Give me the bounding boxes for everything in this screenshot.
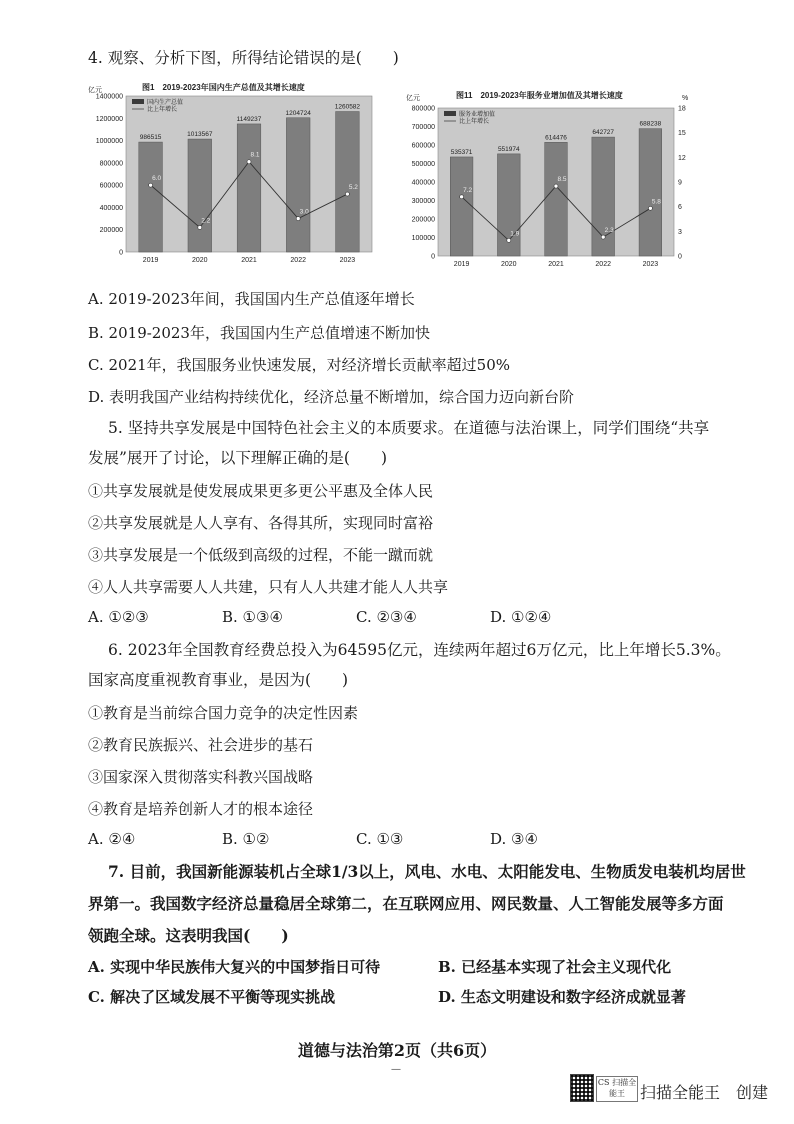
y-tick-label: 300000 [411,198,435,205]
growth-point [198,225,202,229]
growth-point [554,184,558,188]
growth-data-label: 5.2 [348,184,358,192]
q5-item-4: ④人人共享需要人人共建，只有人人共建才能人人共享 [88,578,449,596]
legend-label-line: 比上年增长 [147,107,178,113]
q6-option-d[interactable]: D. ③④ [490,830,538,848]
bar [545,142,568,256]
growth-data-label: 8.5 [557,176,567,184]
legend-label-bar: 服务业增加值 [459,112,496,118]
q4-option-d[interactable]: D. 表明我国产业结构持续优化，经济总量不断增加，综合国力迈向新台阶 [88,388,575,406]
q6-stem-line1: 6. 2023年全国教育经费总投入为64595亿元，连续两年超过6万亿元，比上年增长5.3%。 [108,641,731,659]
y-tick-label: 400000 [411,179,435,187]
x-tick-label: 2022 [290,257,306,264]
q4-option-a[interactable]: A. 2019-2023年间，我国国内生产总值逐年增长 [88,290,415,308]
service-chart [404,88,704,270]
growth-data-label: 2.3 [604,227,614,235]
bar [450,157,473,256]
growth-point [296,217,300,221]
y-axis-label: 亿元 [406,95,420,102]
q7-stem-line2: 界第一。我国数字经济总量稳居全球第二，在互联网应用、网民数量、人工智能发展等多方面 [88,894,724,913]
bar [639,129,662,256]
bar [286,118,310,252]
y-tick-label: 1000000 [95,138,123,146]
bar-data-label: 1260582 [334,103,361,111]
q5-option-d[interactable]: D. ①②④ [490,608,552,626]
bar-data-label: 1149237 [236,115,262,123]
q6-item-3: ③国家深入贯彻落实科教兴国战略 [88,768,314,786]
q7-option-c[interactable]: C. 解决了区域发展不平衡等现实挑战 [88,988,336,1006]
y-tick-label: 100000 [411,235,435,242]
x-tick-label: 2019 [142,257,159,264]
q5-item-3: ③共享发展是一个低级到高级的过程，不能一蹴而就 [88,546,434,564]
growth-data-label: 7.2 [463,186,473,194]
y-tick-label: 800000 [411,105,435,113]
bar [139,142,163,252]
growth-data-label: 5.8 [651,198,661,206]
gdp-chart-svg [86,80,386,270]
q5-item-1: ①共享发展就是使发展成果更多更公平惠及全体人民 [88,482,434,500]
x-tick-label: 2020 [501,261,517,268]
page-footer: 道德与法治第2页（共6页） [297,1041,497,1060]
scanner-logo: CS 扫描全能王 [596,1076,638,1102]
y-tick-label: 0 [119,249,123,257]
y-tick-label: 1200000 [95,115,123,123]
legend-label-bar: 国内生产总值 [147,100,184,106]
q5-option-b[interactable]: B. ①③④ [222,608,283,626]
q7-option-d[interactable]: D. 生态文明建设和数字经济成就显著 [438,988,686,1006]
q5-option-c[interactable]: C. ②③④ [356,608,417,626]
y-tick-label: 400000 [99,204,123,212]
bar-data-label: 614476 [545,134,567,142]
x-tick-label: 2020 [192,257,208,264]
bar-data-label: 1204724 [285,109,311,117]
q5-option-a[interactable]: A. ①②③ [88,608,149,626]
y2-tick-label: 9 [678,179,682,187]
q7-stem-line1: 7. 目前，我国新能源装机占全球1/3以上，风电、水电、太阳能发电、生物质发电装机均居世 [108,862,746,881]
y-tick-label: 800000 [99,160,123,168]
q6-item-4: ④教育是培养创新人才的根本途径 [88,800,314,818]
growth-point [507,238,511,242]
chart-title: 图1 2019-2023年国内生产总值及其增长速度 [142,83,305,92]
x-tick-label: 2021 [548,261,564,268]
y-tick-label: 200000 [99,227,123,235]
q6-option-a[interactable]: A. ②④ [88,830,136,848]
qr-code-icon [570,1074,594,1102]
legend-swatch-bar [132,99,144,104]
bar [237,124,261,252]
q6-item-1: ①教育是当前综合国力竞争的决定性因素 [88,704,359,722]
q4-option-c[interactable]: C. 2021年，我国服务业快速发展，对经济增长贡献率超过50% [88,356,510,374]
gdp-chart [86,80,386,270]
bar-data-label: 535371 [450,148,473,156]
growth-data-label: 1.9 [510,230,520,238]
bar [336,112,360,252]
chart-title: 图11 2019-2023年服务业增加值及其增长速度 [456,91,623,100]
y-tick-label: 600000 [411,142,435,150]
growth-data-label: 3.0 [299,208,309,216]
growth-data-label: 8.1 [250,151,260,159]
bar-data-label: 688238 [639,120,662,128]
q5-stem-line2: 发展”展开了讨论，以下理解正确的是( ) [88,449,388,467]
footer-dash: — [391,1064,401,1075]
y-tick-label: 600000 [99,182,123,190]
y2-tick-label: 6 [678,204,682,212]
x-tick-label: 2019 [453,261,470,268]
bar [188,139,212,252]
y2-tick-label: 15 [678,130,686,138]
y-axis-label: 亿元 [88,87,102,94]
x-tick-label: 2021 [241,257,257,264]
y2-tick-label: 12 [678,154,686,162]
growth-point [601,235,605,239]
q5-item-2: ②共享发展就是人人享有、各得其所，实现同时富裕 [88,514,434,532]
q7-option-a[interactable]: A. 实现中华民族伟大复兴的中国梦指日可待 [88,958,381,976]
q7-stem-line3: 领跑全球。这表明我国( ) [88,926,289,945]
y-tick-label: 700000 [411,124,435,131]
q6-stem-line2: 国家高度重视教育事业，是因为( ) [88,671,349,689]
q7-option-b[interactable]: B. 已经基本实现了社会主义现代化 [438,958,672,976]
q6-option-c[interactable]: C. ①③ [356,830,404,848]
bar-data-label: 642727 [592,129,615,137]
y2-tick-label: 18 [678,105,686,113]
y2-tick-label: 0 [678,253,682,261]
y-tick-label: 0 [431,253,435,261]
x-tick-label: 2023 [642,261,659,268]
scanner-stamp: 扫描全能王 创建 [640,1083,769,1102]
x-tick-label: 2023 [339,257,356,264]
y-tick-label: 500000 [411,161,435,168]
growth-point [345,192,349,196]
q4-stem: 4. 观察、分析下图，所得结论错误的是( ) [88,49,399,67]
x-tick-label: 2022 [595,261,611,268]
legend-swatch-bar [444,111,456,116]
y-tick-label: 1400000 [95,93,123,101]
bar-data-label: 551974 [497,145,520,153]
growth-point [149,183,153,187]
q6-option-b[interactable]: B. ①② [222,830,270,848]
q6-item-2: ②教育民族振兴、社会进步的基石 [88,736,314,754]
y2-tick-label: 3 [678,228,682,236]
q4-option-b[interactable]: B. 2019-2023年，我国国内生产总值增速不断加快 [88,324,430,342]
bar-data-label: 1013567 [187,131,213,139]
growth-data-label: 6.0 [152,175,162,183]
growth-point [247,160,251,164]
growth-point [648,206,652,210]
y2-axis-label: % [682,95,689,102]
bar-data-label: 986515 [139,134,162,142]
growth-point [460,195,464,199]
growth-data-label: 2.2 [201,217,211,225]
service-chart-svg [404,88,704,270]
legend-label-line: 比上年增长 [459,119,490,125]
q5-stem-line1: 5. 坚持共享发展是中国特色社会主义的本质要求。在道德与法治课上，同学们围绕“共享 [108,419,710,437]
y-tick-label: 200000 [411,216,435,224]
